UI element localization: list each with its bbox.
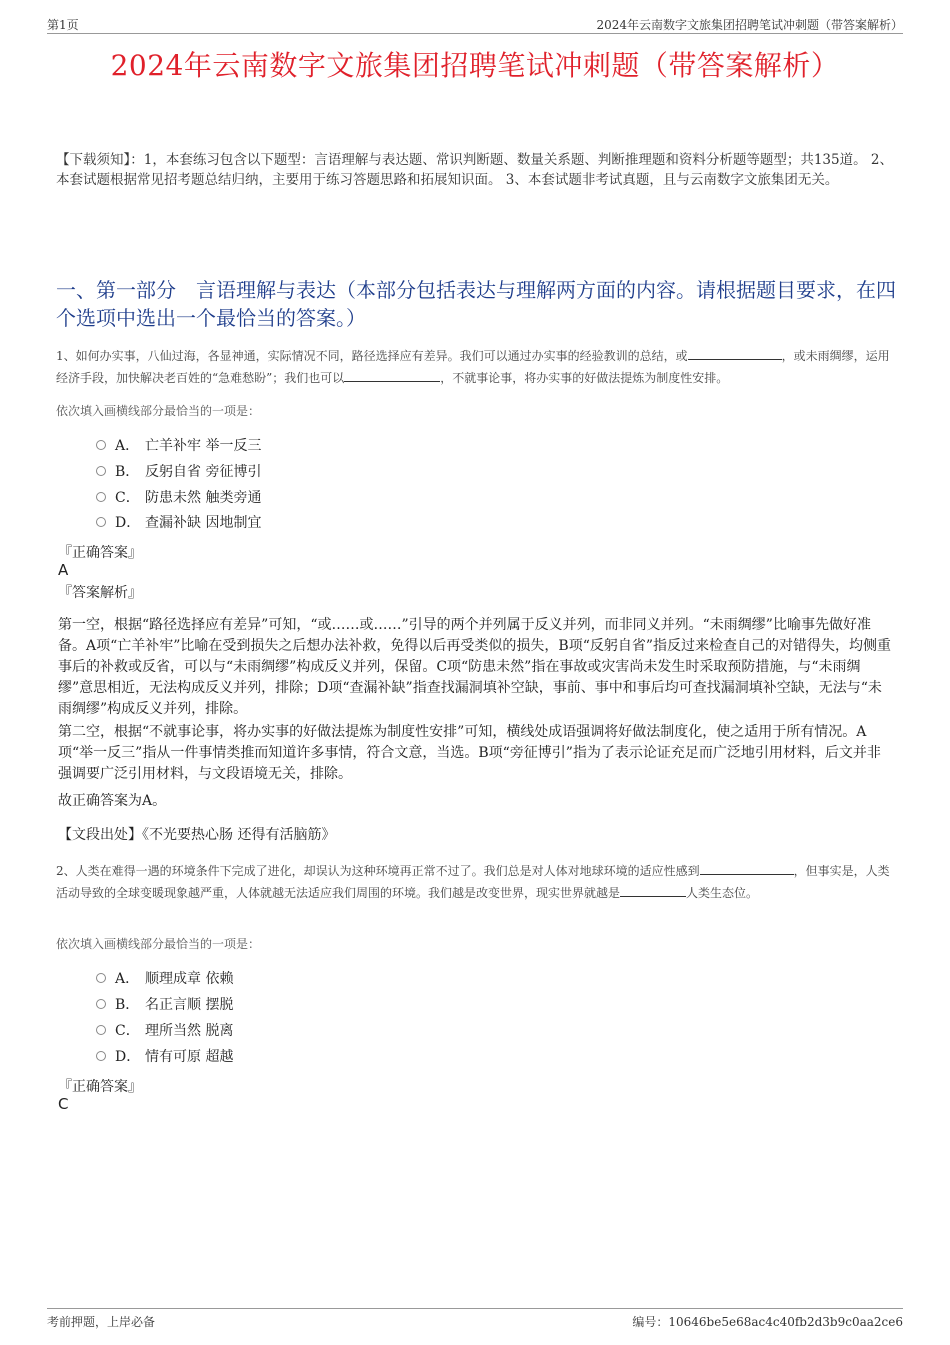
section-heading: 一、第一部分 言语理解与表达（本部分包括表达与理解两方面的内容。请根据题目要求，在四个选项中选出一个最恰当的答案。） bbox=[56, 278, 896, 330]
question-1-option-d[interactable]: D． 查漏补缺 因地制宜 bbox=[96, 512, 261, 534]
question-1-conclusion: 故正确答案为A。 bbox=[58, 793, 167, 809]
question-2-stem bbox=[56, 860, 890, 904]
question-1-option-a[interactable]: A． 亡羊补牢 举一反三 bbox=[96, 435, 261, 457]
page-number: 第1页 bbox=[47, 18, 79, 32]
question-1-text-a: 1、如何办实事，八仙过海，各显神通，实际情况不同，路径选择应有差异。我们可以通过办实事的经验教训的总结，或 bbox=[56, 349, 688, 363]
question-1-source: 【文段出处】《不光要热心肠 还得有活脑筋》 bbox=[58, 827, 336, 843]
footer-document-id: 编号：10646be5e68ac4c40fb2d3b9c0aa2ce6 bbox=[632, 1315, 903, 1329]
question-1-blank-2[interactable] bbox=[344, 367, 440, 382]
question-2-text-b: ，但事实是，人类活动导致的全球变暖现象越严重，人体就越无法适应我们周围的环境。我们越是改变世界，现实世界就越是 bbox=[56, 864, 890, 900]
question-2-blank-2[interactable] bbox=[620, 882, 686, 897]
question-1-answer: A bbox=[58, 561, 69, 579]
question-2-option-b[interactable]: B． 名正言顺 摆脱 bbox=[96, 994, 233, 1016]
question-1-prompt: 依次填入画横线部分最恰当的一项是： bbox=[56, 404, 261, 418]
question-1-text-c: ，不就事论事，将办实事的好做法提炼为制度性安排。 bbox=[440, 371, 729, 385]
question-1-blank-1[interactable] bbox=[688, 345, 782, 360]
radio-icon[interactable] bbox=[96, 492, 106, 502]
question-1-analysis-paragraph-1: 第一空，根据“路径选择应有差异”可知，“或……或……”引导的两个并列属于反义并列，而非同义并列。“未雨绸缪”比喻事先做好准备。A项“亡羊补牢”比喻在受到损失之后想办法补救，免得以后再受类似的损失，B项“反躬自省”指反过来检查自己的对错得失，均侧重事后的补救或反省，可以与“未雨绸缪”构成反义并列，保留。C项“防患未然”指在事故或灾害尚未发生时采取预防措施，与“未雨绸缪”意思相近，无法构成反义并列，排除；D项“查漏补缺”指查找漏洞填补空缺，事前、事中和事后均可查找漏洞填补空缺，无法与“未雨绸缪”构成反义并列，排除。 bbox=[58, 617, 892, 717]
question-2-answer: C bbox=[58, 1095, 69, 1113]
question-2-option-a[interactable]: A． 顺理成章 依赖 bbox=[96, 968, 233, 990]
radio-icon[interactable] bbox=[96, 466, 106, 476]
question-2-blank-1[interactable] bbox=[700, 860, 794, 875]
radio-icon[interactable] bbox=[96, 517, 106, 527]
question-2-text-a: 2、人类在难得一遇的环境条件下完成了进化，却误认为这种环境再正常不过了。我们总是对人体对地球环境的适应性感到 bbox=[56, 864, 700, 878]
question-1-answer-label: 『正确答案』 bbox=[58, 545, 142, 561]
footer-slogan: 考前押题，上岸必备 bbox=[47, 1315, 156, 1329]
question-2-option-c[interactable]: C． 理所当然 脱离 bbox=[96, 1020, 233, 1042]
question-1-analysis-paragraph-2: 第二空，根据“不就事论事，将办实事的好做法提炼为制度性安排”可知，横线处成语强调将好做法制度化，使之适用于所有情况。A项“举一反三”指从一件事情类推而知道许多事情，符合文意，当选。B项“旁征博引”指为了表示论证充足而广泛地引用材料，后文并非强调要广泛引用材料，与文段语境无关，排除。 bbox=[58, 724, 881, 782]
footer-divider bbox=[47, 1308, 903, 1309]
question-2-answer-label: 『正确答案』 bbox=[58, 1079, 142, 1095]
question-1-analysis-label: 『答案解析』 bbox=[58, 585, 142, 601]
header-divider bbox=[47, 33, 903, 34]
question-2-option-d[interactable]: D． 情有可原 超越 bbox=[96, 1046, 233, 1068]
document-title: 2024年云南数字文旅集团招聘笔试冲刺题（带答案解析） bbox=[110, 49, 840, 82]
radio-icon[interactable] bbox=[96, 973, 106, 983]
running-header-title: 2024年云南数字文旅集团招聘笔试冲刺题（带答案解析） bbox=[596, 18, 903, 32]
question-1-text-b: ，或未雨绸缪，运用经济手段，加快解决老百姓的“急难愁盼”；我们也可以 bbox=[56, 349, 890, 385]
question-2-prompt: 依次填入画横线部分最恰当的一项是： bbox=[56, 937, 261, 951]
radio-icon[interactable] bbox=[96, 440, 106, 450]
radio-icon[interactable] bbox=[96, 999, 106, 1009]
download-notice: 【下载须知】：1，本套练习包含以下题型：言语理解与表达题、常识判断题、数量关系题、判断推理题和资料分析题等题型；共135道。 2、本套试题根据常见招考题总结归纳，主要用于练习答题思路和拓展知识面。 3、本套试题非考试真题，且与云南数字文旅集团无关。 bbox=[56, 152, 893, 188]
question-2-text-c: 人类生态位。 bbox=[686, 886, 759, 900]
question-1-option-b[interactable]: B． 反躬自省 旁征博引 bbox=[96, 461, 261, 483]
radio-icon[interactable] bbox=[96, 1051, 106, 1061]
question-1-stem bbox=[56, 345, 890, 389]
radio-icon[interactable] bbox=[96, 1025, 106, 1035]
question-1-option-c[interactable]: C． 防患未然 触类旁通 bbox=[96, 487, 261, 509]
